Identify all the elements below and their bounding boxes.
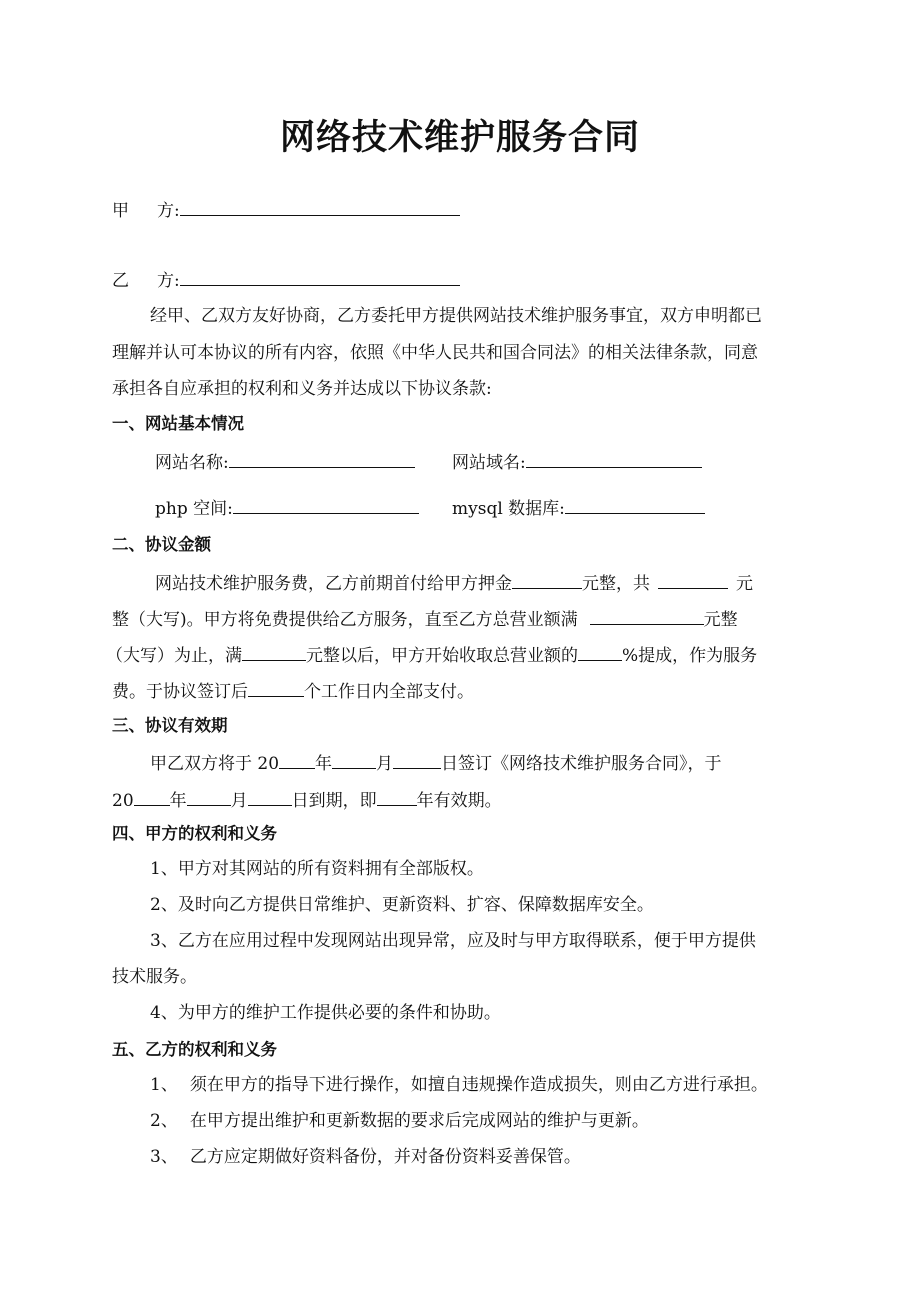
party-b-label: 乙: [112, 271, 129, 291]
total-blank[interactable]: [658, 573, 728, 589]
domain-field: [452, 452, 702, 472]
amount-text-2b: 元整: [703, 610, 738, 630]
validity-text-2b: 年: [169, 791, 187, 811]
amount-line-4: [112, 681, 474, 701]
mysql-blank[interactable]: [565, 498, 705, 514]
section-4-heading: 四、甲方的权利和义务: [112, 824, 277, 843]
mysql-field: [452, 498, 705, 518]
section-3-heading: 三、协议有效期: [112, 716, 228, 735]
validity-text-1a: 甲乙双方将于 20: [150, 754, 280, 774]
amount-text-3c: %提成，作为服务: [622, 646, 758, 666]
validity-text-1b: 年: [315, 754, 333, 774]
mysql-label: mysql 数据库:: [452, 499, 565, 519]
party-b-item-1-num: 1、: [150, 1075, 178, 1095]
domain-label: 网站域名:: [452, 453, 526, 473]
revenue-threshold-blank[interactable]: [590, 609, 704, 625]
amount-text-2a: 整（大写)。甲方将免费提供给乙方服务，直至乙方总营业额满: [112, 610, 578, 630]
validity-text-2c: 月: [230, 791, 248, 811]
section-2-heading: 二、协议金额: [112, 535, 211, 554]
intro-line-2: 理解并认可本协议的所有内容，依照《中华人民共和国合同法》的相关法律条款，同意: [112, 343, 758, 363]
threshold-blank[interactable]: [242, 645, 306, 661]
party-a-item-2: 2、及时向乙方提供日常维护、更新资料、扩容、保障数据库安全。: [150, 895, 654, 915]
site-name-label: 网站名称:: [155, 453, 229, 473]
amount-text-4b: 个工作日内全部支付。: [304, 682, 474, 702]
amount-line-1: [155, 573, 753, 593]
php-blank[interactable]: [233, 498, 419, 514]
validity-text-1d: 日签订《网络技术维护服务合同》，于: [441, 754, 722, 774]
validity-line-1: [150, 753, 722, 773]
party-a-line: [112, 200, 460, 220]
party-a-item-1: 1、甲方对其网站的所有资料拥有全部版权。: [150, 859, 484, 879]
party-b-item-3: [150, 1149, 581, 1166]
workdays-blank[interactable]: [248, 681, 304, 697]
party-b-label-suffix: 方:: [157, 271, 180, 291]
percent-blank[interactable]: [578, 645, 622, 661]
end-year-blank[interactable]: [134, 790, 170, 806]
intro-line-3: 承担各自应承担的权利和义务并达成以下协议条款:: [112, 379, 492, 399]
start-year-blank[interactable]: [279, 753, 315, 769]
party-b-item-2-num: 2、: [150, 1111, 178, 1131]
start-day-blank[interactable]: [393, 753, 441, 769]
php-label: php 空间:: [155, 499, 233, 519]
amount-text-3a: （大写）为止，满: [106, 646, 242, 666]
party-b-item-2-text: 在甲方提出维护和更新数据的要求后完成网站的维护与更新。: [189, 1111, 649, 1131]
section-1-heading: 一、网站基本情况: [112, 414, 244, 433]
intro-line-1: 经甲、乙双方友好协商，乙方委托甲方提供网站技术维护服务事宜，双方申明都已: [150, 306, 762, 326]
document-title: 网络技术维护服务合同: [279, 118, 640, 158]
validity-text-2a: 20: [112, 791, 134, 811]
validity-line-2: [112, 790, 502, 810]
amount-text-1b: 元整，共: [582, 574, 650, 594]
deposit-blank[interactable]: [512, 573, 582, 589]
start-month-blank[interactable]: [332, 753, 376, 769]
php-field: [155, 498, 419, 518]
end-month-blank[interactable]: [187, 790, 231, 806]
end-day-blank[interactable]: [248, 790, 292, 806]
party-a-item-4: 4、为甲方的维护工作提供必要的条件和协助。: [150, 1003, 501, 1023]
party-a-blank[interactable]: [180, 200, 460, 216]
site-name-blank[interactable]: [229, 452, 415, 468]
amount-text-1c: 元: [736, 574, 753, 594]
party-b-line: [112, 270, 460, 290]
party-b-blank[interactable]: [180, 270, 460, 286]
party-b-item-2: [150, 1113, 649, 1130]
party-a-item-3: 3、乙方在应用过程中发现网站出现异常，应及时与甲方取得联系，便于甲方提供: [150, 931, 756, 951]
amount-text-1a: 网站技术维护服务费，乙方前期首付给甲方押金: [155, 574, 512, 594]
amount-text-3b: 元整以后，甲方开始收取总营业额的: [306, 646, 578, 666]
party-b-item-3-text: 乙方应定期做好资料备份，并对备份资料妥善保管。: [189, 1147, 581, 1167]
section-5-heading: 五、乙方的权利和义务: [112, 1040, 277, 1059]
amount-line-3: [106, 645, 757, 665]
party-a-label-suffix: 方:: [157, 201, 180, 221]
validity-text-2e: 年有效期。: [416, 791, 502, 811]
party-b-item-1: [150, 1077, 768, 1094]
party-a-label: 甲: [112, 201, 129, 221]
validity-text-2d: 日到期，即: [291, 791, 377, 811]
site-name-field: [155, 452, 415, 472]
amount-line-2: [112, 609, 738, 629]
party-b-item-3-num: 3、: [150, 1147, 178, 1167]
domain-blank[interactable]: [526, 452, 702, 468]
amount-text-4a: 费。于协议签订后: [112, 682, 248, 702]
party-a-item-3-cont: 技术服务。: [112, 967, 197, 987]
valid-years-blank[interactable]: [377, 790, 417, 806]
validity-text-1c: 月: [376, 754, 394, 774]
party-b-item-1-text: 须在甲方的指导下进行操作，如擅自违规操作造成损失，则由乙方进行承担。: [189, 1075, 768, 1095]
